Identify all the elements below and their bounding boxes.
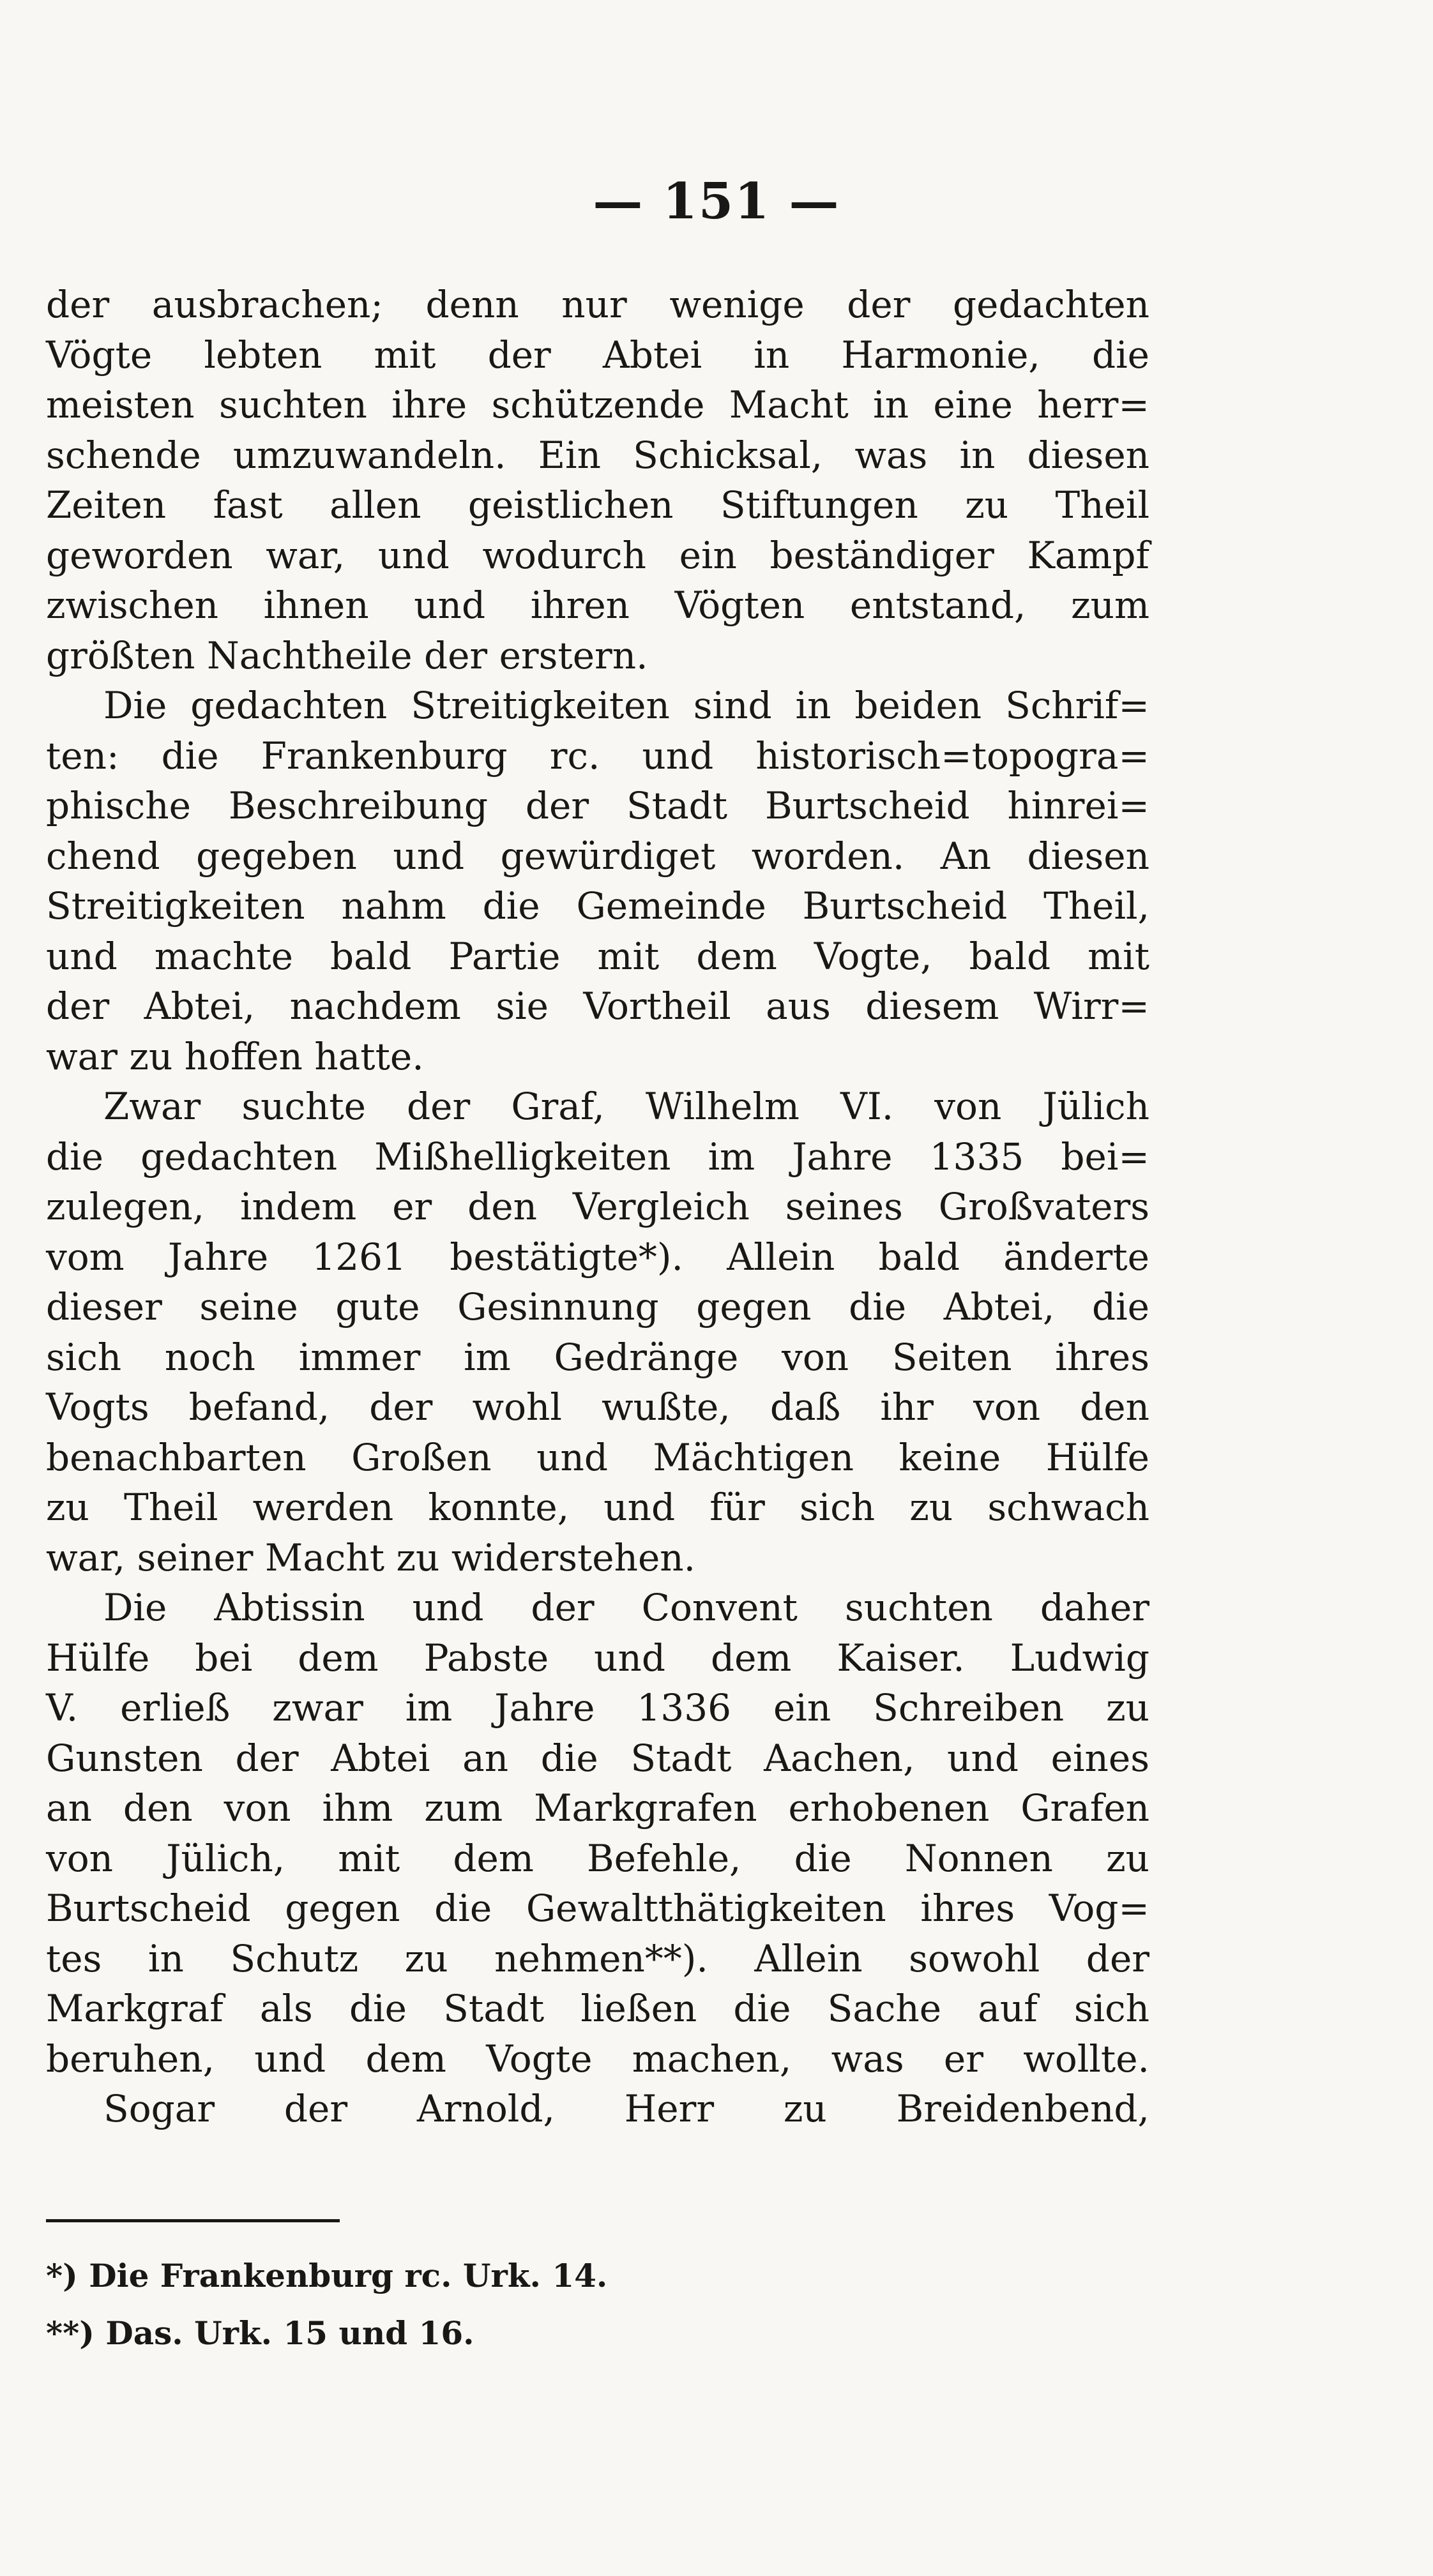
paragraph-1	[46, 280, 1149, 681]
text-line: V. erließ zwar im Jahre 1336 ein Schreiben zu	[46, 1686, 1149, 1729]
text-line: geworden war, und wodurch ein beständiger Kampf	[46, 533, 1149, 577]
text-line: Zeiten fast allen geistlichen Stiftungen zu Theil	[46, 483, 1149, 527]
text-line: tes in Schutz zu nehmen**). Allein sowohl der	[46, 1936, 1149, 1980]
text-line: Die gedachten Streitigkeiten sind in beiden Schrif=	[103, 684, 1149, 727]
text-line: von Jülich, mit dem Befehle, die Nonnen zu	[46, 1836, 1149, 1880]
text-line: Vogts befand, der wohl wußte, daß ihr von den	[46, 1385, 1149, 1429]
text-line: Burtscheid gegen die Gewaltthätigkeiten ihres Vog=	[46, 1887, 1149, 1930]
footnote-divider	[46, 2219, 340, 2222]
footnote-2: **) Das. Urk. 15 und 16.	[46, 2314, 474, 2352]
text-line: vom Jahre 1261 bestätigte*). Allein bald änderte	[46, 1235, 1149, 1279]
text-line: beruhen, und dem Vogte machen, was er wollte.	[46, 2037, 1149, 2081]
text-line: chend gegeben und gewürdiget worden. An diesen	[46, 834, 1149, 878]
text-line: zwischen ihnen und ihren Vögten entstand, zum	[46, 584, 1149, 627]
paragraph-2	[46, 681, 1149, 1081]
text-line: Die Abtissin und der Convent suchten daher	[103, 1586, 1149, 1629]
text-line: an den von ihm zum Markgrafen erhobenen Grafen	[46, 1786, 1149, 1830]
text-line: benachbarten Großen und Mächtigen keine Hülfe	[46, 1435, 1149, 1479]
page-number: — 151 —	[593, 172, 840, 230]
text-line: größten Nachtheile der erstern.	[46, 633, 648, 677]
text-line: und machte bald Partie mit dem Vogte, bald mit	[46, 934, 1149, 978]
text-line: zu Theil werden konnte, und für sich zu schwach	[46, 1486, 1149, 1529]
text-line: schende umzuwandeln. Ein Schicksal, was in diesen	[46, 433, 1149, 477]
text-line: der Abtei, nachdem sie Vortheil aus diesem Wirr=	[46, 984, 1149, 1028]
footnotes	[46, 2247, 1132, 2362]
text-line: ten: die Frankenburg rc. und historisch=topogra=	[46, 734, 1149, 778]
text-line: der ausbrachen; denn nur wenige der gedachten	[46, 283, 1149, 326]
text-line: Hülfe bei dem Pabste und dem Kaiser. Ludwig	[46, 1636, 1149, 1680]
text-line: Zwar suchte der Graf, Wilhelm VI. von Jülich	[103, 1085, 1149, 1128]
text-line: sich noch immer im Gedränge von Seiten ihres	[46, 1335, 1149, 1379]
text-line: war, seiner Macht zu widerstehen.	[46, 1535, 696, 1579]
text-line: Markgraf als die Stadt ließen die Sache auf sich	[46, 1987, 1149, 2030]
text-line: zulegen, indem er den Vergleich seines Großvaters	[46, 1185, 1149, 1228]
text-line: Gunsten der Abtei an die Stadt Aachen, und eines	[46, 1736, 1149, 1780]
text-line: war zu hoffen hatte.	[46, 1034, 424, 1078]
text-line: Vögte lebten mit der Abtei in Harmonie, die	[46, 333, 1149, 377]
text-line: Sogar der Arnold, Herr zu Breidenbend,	[103, 2087, 1149, 2130]
text-line: meisten suchten ihre schützende Macht in eine herr=	[46, 383, 1149, 426]
text-line: die gedachten Mißhelligkeiten im Jahre 1335 bei=	[46, 1134, 1149, 1179]
text-line: phische Beschreibung der Stadt Burtscheid hinrei=	[46, 784, 1149, 827]
body-text	[46, 280, 1149, 2134]
text-line: Streitigkeiten nahm die Gemeinde Burtscheid Theil,	[46, 884, 1149, 928]
paragraph-3	[46, 1081, 1149, 1583]
paragraph-4	[46, 1583, 1149, 2084]
paragraph-5	[46, 2084, 1149, 2134]
footnote-1: *) Die Frankenburg rc. Urk. 14.	[46, 2257, 608, 2294]
text-line: dieser seine gute Gesinnung gegen die Abtei, die	[46, 1285, 1149, 1329]
